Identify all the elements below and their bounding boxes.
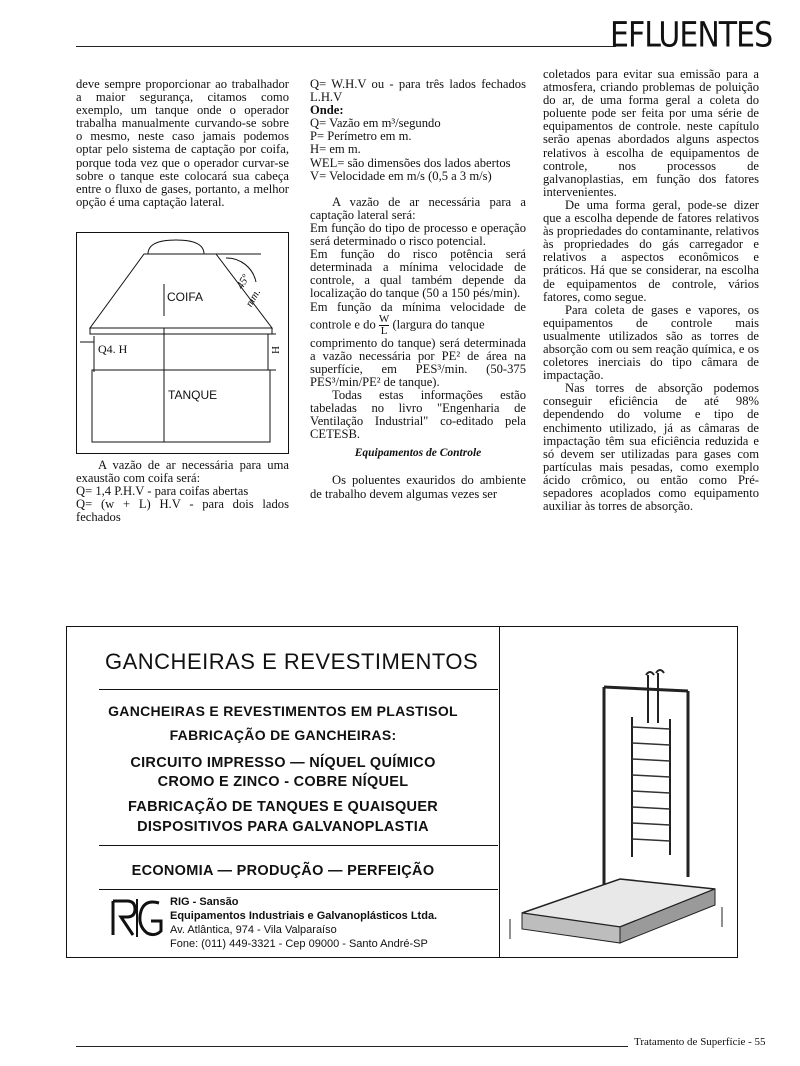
ad-line: CIRCUITO IMPRESSO — NÍQUEL QUÍMICO bbox=[130, 755, 436, 771]
company-name: RIG - Sansão bbox=[170, 896, 239, 908]
company-fullname: Equipamentos Industriais e Galvanoplásticos Ltda. bbox=[170, 910, 438, 922]
gancheira-illustration bbox=[500, 627, 737, 957]
column-3 bbox=[543, 68, 759, 513]
label-q4h: Q4. H bbox=[98, 342, 128, 356]
paragraph: A vazão de ar necessária para uma exaustão com coifa será: bbox=[76, 458, 289, 486]
fraction-denominator: L bbox=[380, 324, 388, 337]
footer-page-info: Tratamento de Superfície - 55 bbox=[634, 1036, 766, 1048]
ad-title: GANCHEIRAS E REVESTIMENTOS bbox=[105, 649, 479, 674]
hood-tank-diagram bbox=[76, 232, 289, 454]
ad-line: CROMO E ZINCO - COBRE NÍQUEL bbox=[157, 774, 409, 790]
paragraph: A vazão de ar necessária para a captação lateral será: bbox=[310, 194, 526, 222]
label-angle: 45º bbox=[234, 272, 253, 292]
label-h: H bbox=[269, 346, 282, 354]
label-unit: mm. bbox=[243, 286, 264, 310]
advertisement bbox=[66, 626, 738, 958]
ad-divider bbox=[99, 889, 498, 890]
company-address: Av. Atlântica, 974 - Vila Valparaíso bbox=[170, 924, 337, 936]
onde-label: Onde: bbox=[310, 103, 344, 118]
rig-logo-icon bbox=[109, 895, 163, 941]
label-coifa: COIFA bbox=[167, 290, 204, 304]
ad-line: FABRICAÇÃO DE TANQUES E QUAISQUER bbox=[127, 799, 439, 815]
label-tanque: TANQUE bbox=[168, 388, 218, 402]
ad-line: FABRICAÇÃO DE GANCHEIRAS: bbox=[169, 727, 397, 743]
subheading: Equipamentos de Controle bbox=[354, 447, 482, 460]
footer-rule bbox=[76, 1046, 628, 1047]
paragraph: Em função do risco potência será determinada a mínima velocidade de controle, a qual também depende da localização do tanque (50 a 150 pés/min). bbox=[310, 247, 526, 301]
header-rule bbox=[76, 46, 616, 47]
paragraph: Para coleta de gases e vapores, os equipamentos de controle mais usualmente utilizados são as torres de absorção com ou sem reação química, e os coletores inerciais do tipo câmara de impactação. bbox=[543, 302, 759, 383]
definition: H= em m. bbox=[310, 142, 361, 157]
ad-divider bbox=[99, 689, 498, 690]
ad-line: GANCHEIRAS E REVESTIMENTOS EM PLASTISOL bbox=[108, 703, 458, 719]
fraction-tail: (largura do tanque bbox=[392, 316, 485, 331]
definition: WEL= são dimensões dos lados abertos bbox=[310, 155, 511, 170]
paragraph-fraction bbox=[310, 301, 526, 337]
paragraph: Todas estas informações estão tabeladas no livro "Engenharia de Ventilação Industrial" co-editado pela CETESB. bbox=[310, 387, 526, 442]
ad-text-panel bbox=[67, 627, 500, 957]
fraction bbox=[379, 314, 389, 337]
column-1 bbox=[76, 78, 289, 209]
paragraph: coletados para evitar sua emissão para a atmosfera, criando problemas de poluição do ar, de uma forma geral a coleta do poluente pode ser feita por uma série de equipamentos de controle. neste capítulo serão apenas abordados alguns aspectos relativos à escolha de equipamentos de controle, nos processos de galvanoplastias, em função dos fatores intervenientes. bbox=[543, 67, 759, 199]
company-phone: Fone: (011) 449-3321 - Cep 09000 - Santo André-SP bbox=[170, 938, 428, 950]
rack-product-photo bbox=[500, 627, 737, 957]
paragraph: Nas torres de absorção podemos conseguir eficiência de até 98% dependendo do volume e tipo de enchimento utilizado, já as câmaras de impactação têm sua eficiência reduzida e só devem ser utilizadas para gases com partículas mais pesadas, como exemplo ácido crômico, ou então como Pré-sepadores acoplados como equipamento auxiliar às torres de absorção. bbox=[543, 381, 759, 514]
formula: Q= 1,4 P.H.V - para coifas abertas bbox=[76, 484, 249, 499]
ad-divider bbox=[99, 845, 498, 846]
formula: Q= (w + L) H.V - para dois lados fechados bbox=[76, 497, 289, 525]
definition: Q= Vazão em m³/segundo bbox=[310, 116, 441, 131]
ad-slogan: ECONOMIA — PRODUÇÃO — PERFEIÇÃO bbox=[131, 863, 435, 879]
company-info bbox=[170, 895, 437, 951]
paragraph: Em função do tipo de processo e operação será determinado o risco potencial. bbox=[310, 220, 526, 249]
fraction-numerator: W bbox=[378, 312, 390, 325]
definition: V= Velocidade em m/s (0,5 a 3 m/s) bbox=[310, 168, 492, 183]
paragraph: De uma forma geral, pode-se dizer que a escolha depende de fatores relativos às propriedades do contaminante, relativos às propriedades do gás carregador e relativos a aspectos econômicos e práticos. Há que se considerar, na escolha de equipamentos de controle, vários fatores, como segue. bbox=[543, 197, 759, 304]
formula: Q= W.H.V ou - para três lados fechados L.H.V bbox=[310, 77, 526, 105]
paragraph: deve sempre proporcionar ao trabalhador a maior segurança, citamos como exemplo, um tanque onde o operador trabalha manualmente curvando-se sobre o mesmo, neste caso jamais podemos optar pelo sistema de captação por coifa, porque toda vez que o operador curvar-se sobre o tanque este colocará sua cabeça entre o fluxo de gases, portanto, a melhor opção é uma captação lateral. bbox=[76, 77, 289, 209]
paragraph: Os poluentes exauridos do ambiente de trabalho devem algumas vezes ser bbox=[310, 473, 526, 501]
definition: P= Perímetro em m. bbox=[310, 129, 412, 144]
section-title: EFLUENTES bbox=[610, 15, 773, 56]
fraction-lead: Em função da mínima velocidade de controle e do bbox=[310, 299, 526, 331]
column-1-continued bbox=[76, 459, 289, 524]
paragraph: comprimento do tanque) será determinada a vazão necessária por PE² de área na superfície, em PES³/min. (50-375 PES³/min/PE² de tanque). bbox=[310, 335, 526, 389]
column-2 bbox=[310, 78, 526, 501]
ad-line: DISPOSITIVOS PARA GALVANOPLASTIA bbox=[137, 819, 429, 835]
